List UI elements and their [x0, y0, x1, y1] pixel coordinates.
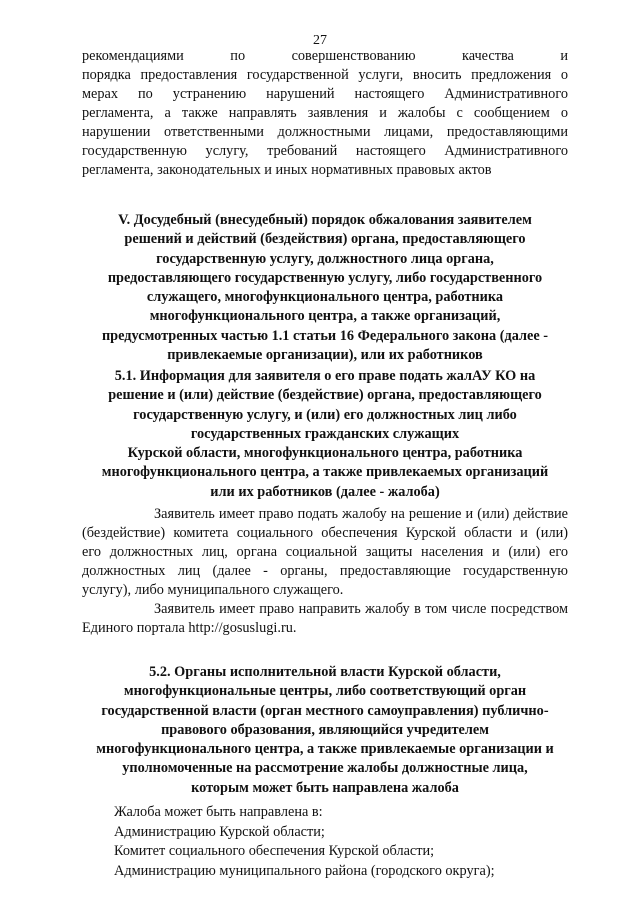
- text-line: Единого портала http://gosuslugi.ru.: [82, 620, 297, 636]
- heading-line: многофункционального центра, а также привлекаемые организации и: [96, 741, 554, 758]
- text-line: порядка предоставления государственной услуги, вносить предложения о: [82, 67, 568, 83]
- list-item: Комитет социального обеспечения Курской области;: [114, 843, 435, 859]
- heading-line: решений и действий (бездействия) органа, предоставляющего: [124, 231, 526, 248]
- list-item: Администрацию Курской области;: [114, 823, 325, 840]
- heading-line: Курской области, многофункционального центра, работника: [127, 445, 523, 462]
- section-v-heading: [82, 211, 568, 365]
- heading-line: государственную услугу, и (или) его должностных лиц либо: [133, 406, 517, 423]
- heading-line: или их работников (далее - жалоба): [210, 483, 440, 500]
- heading-line: многофункциональные центры, либо соответствующий орган: [123, 683, 527, 700]
- text-line: регламента, законодательных и иных нормативных правовых актов: [82, 162, 492, 178]
- heading-line: предусмотренных частью 1.1 статьи 16 Федерального закона (далее -: [101, 327, 549, 344]
- section-5-1-paragraph-2: [82, 600, 568, 638]
- text-line: Заявитель имеет право подать жалобу на решение и (или) действие: [154, 506, 568, 522]
- list-item: Жалоба может быть направлена в:: [114, 804, 323, 820]
- text-line: регламента, а также направлять заявления и жалобы с сообщением о: [82, 105, 568, 121]
- text-line: Заявитель имеет право направить жалобу в том числе посредством: [154, 601, 568, 617]
- heading-line: решение и (или) действие (бездействие) органа, предоставляющего: [108, 387, 542, 404]
- list-item: Администрацию муниципального района (городского округа);: [114, 862, 495, 879]
- section-5-2-heading: [82, 663, 568, 798]
- text-line: услугу), либо муниципального служащего.: [82, 582, 344, 598]
- heading-line: предоставляющего государственную услугу, либо государственного: [107, 269, 543, 286]
- section-5-1-paragraph-1: [82, 505, 568, 600]
- heading-line: V. Досудебный (внесудебный) порядок обжалования заявителем: [118, 212, 532, 228]
- intro-paragraph: [82, 47, 568, 180]
- heading-line: государственную услугу, должностного лица органа,: [156, 250, 494, 267]
- heading-line: многофункционального центра, а также организаций,: [149, 308, 501, 325]
- page-number: 27: [313, 33, 327, 48]
- text-line: нарушении ответственными должностными лицами, предоставляющими: [82, 124, 568, 140]
- text-line: его должностных лиц, органа социальной защиты населения и (или) его: [82, 544, 568, 560]
- heading-line: государственных гражданских служащих: [190, 425, 460, 442]
- heading-line: служащего, многофункционального центра, работника: [146, 289, 504, 306]
- heading-line: которым может быть направлена жалоба: [191, 779, 459, 796]
- heading-line: уполномоченные на рассмотрение жалобы должностные лица,: [122, 760, 528, 777]
- heading-line: государственной власти (орган местного самоуправления) публично-: [101, 702, 549, 719]
- text-line: (бездействие) комитета социального обеспечения Курской области и (или): [82, 525, 568, 541]
- heading-line: привлекаемые организации), или их работников: [167, 347, 483, 364]
- section-5-1-heading: [82, 367, 568, 502]
- heading-line: многофункционального центра, а также привлекаемых организаций: [101, 464, 549, 481]
- heading-line: 5.2. Органы исполнительной власти Курской области,: [149, 664, 501, 680]
- heading-line: правового образования, являющийся учредителем: [161, 721, 489, 738]
- text-line: мерах по устранению нарушений настоящего Административного: [82, 86, 568, 102]
- complaint-recipient-list: [114, 803, 574, 881]
- text-line: должностных лиц (далее - органы, предоставляющие государственную: [82, 563, 568, 579]
- text-line: государственную услугу, требований настоящего Административного: [82, 143, 568, 159]
- heading-line: 5.1. Информация для заявителя о его праве подать жалАУ КО на: [114, 368, 536, 384]
- text-line: рекомендациями по совершенствованию качества и: [82, 48, 568, 64]
